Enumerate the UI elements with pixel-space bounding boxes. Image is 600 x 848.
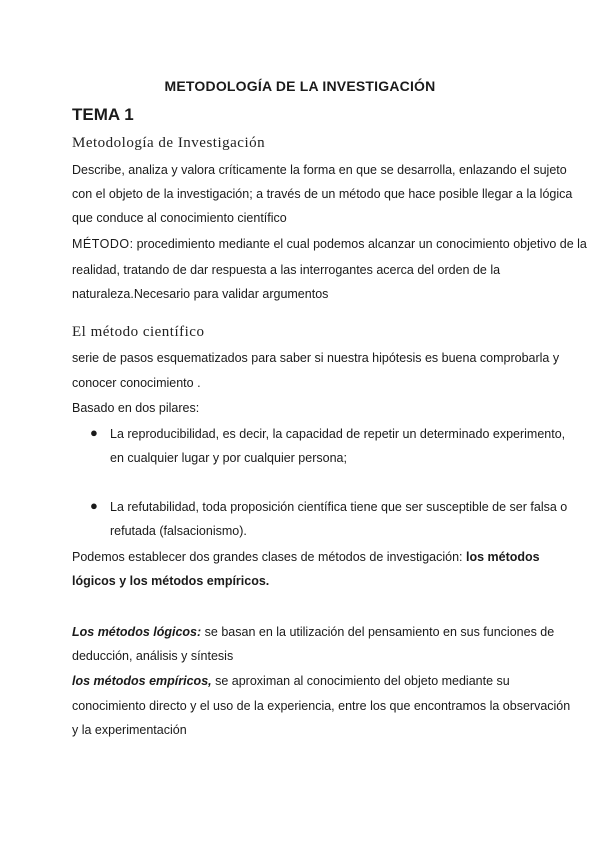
paragraph-line: Describe, analiza y valora críticamente la forma en que se desarrolla, enlazando el sujeto: [72, 163, 567, 177]
classes-bold: lógicos y los métodos empíricos.: [72, 574, 270, 588]
logicos-text: se basan en la utilización del pensamiento en sus funciones de: [201, 625, 555, 639]
bullet-icon: ●: [90, 425, 98, 440]
list-item: en cualquier lugar y por cualquier persona;: [110, 451, 347, 465]
list-item: refutada (falsacionismo).: [110, 524, 247, 538]
paragraph-line: naturaleza.Necesario para validar argumentos: [72, 287, 329, 301]
metodo-definition-line: [72, 236, 587, 252]
paragraph-line: conocer conocimiento .: [72, 376, 201, 390]
bullet-icon: ●: [90, 498, 98, 513]
paragraph-line: Basado en dos pilares:: [72, 401, 200, 415]
section-heading-metodologia: Metodología de Investigación: [72, 135, 266, 151]
empiricos-line: [72, 673, 510, 689]
paragraph-line: serie de pasos esquematizados para saber si nuestra hipótesis es buena comprobarla y: [72, 351, 560, 365]
paragraph-line: deducción, análisis y síntesis: [72, 649, 234, 663]
paragraph-line: realidad, tratando de dar respuesta a las interrogantes acerca del orden de la: [72, 263, 501, 277]
classes-bold: los métodos: [465, 550, 540, 564]
list-item: La reproducibilidad, es decir, la capacidad de repetir un determinado experimento,: [110, 427, 566, 441]
list-item: La refutabilidad, toda proposición científica tiene que ser susceptible de ser falsa o: [110, 500, 568, 514]
metodo-term: MÉTODO: [72, 237, 130, 251]
section-heading-metodo-cientifico: El método científico: [72, 324, 205, 340]
logicos-term: Los métodos lógicos:: [72, 625, 202, 639]
paragraph-line: con el objeto de la investigación; a través de un método que hace posible llegar a la lógica: [72, 187, 573, 201]
classes-line: [72, 573, 269, 589]
empiricos-term: los métodos empíricos,: [72, 674, 212, 688]
classes-intro: Podemos establecer dos grandes clases de métodos de investigación:: [72, 550, 466, 564]
page-title: METODOLOGÍA DE LA INVESTIGACIÓN: [164, 78, 436, 94]
metodo-definition: : procedimiento mediante el cual podemos alcanzar un conocimiento objetivo de la: [129, 237, 587, 251]
logicos-line: [72, 624, 554, 640]
paragraph-line: y la experimentación: [72, 723, 187, 737]
tema-heading: TEMA 1: [72, 105, 134, 124]
paragraph-line: que conduce al conocimiento científico: [72, 211, 287, 225]
paragraph-line: conocimiento directo y el uso de la experiencia, entre los que encontramos la observación: [72, 699, 571, 713]
classes-line: [72, 549, 540, 565]
empiricos-text: se aproximan al conocimiento del objeto mediante su: [211, 674, 510, 688]
